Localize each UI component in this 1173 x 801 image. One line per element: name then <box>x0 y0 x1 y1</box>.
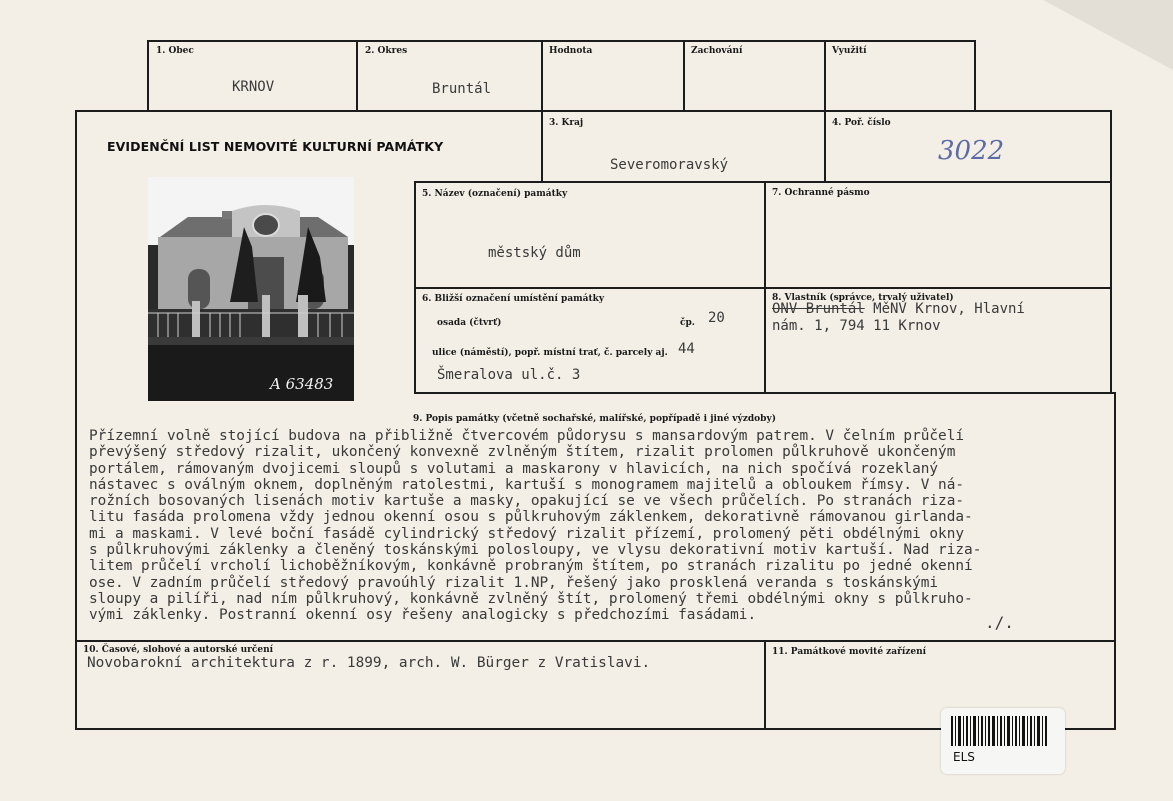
kraj-value: Severomoravský <box>610 157 729 173</box>
description-line: s půlkruhovými záklenky a členěný toskánskými polosloupy, ve vlysu dekorativní motiv kartuší. Nad riza- <box>89 542 982 559</box>
description-line: rožních bosovaných lisenách motiv kartuše a masky, opakující se ve všech průčelích. Po stranách riza- <box>89 493 965 510</box>
description-line: sloupy a pilíři, nad ním půlkruhový, konkávně zvlněný štít, prolomený třemi obdélnými okny s půlkruho- <box>89 590 973 607</box>
umisteni-label: 6. Bližší označení umístění památky <box>422 294 605 304</box>
rule <box>824 110 826 182</box>
zachovani-label: Zachování <box>691 46 743 56</box>
ulice-label: ulice (náměstí), popř. místní trať, č. parcely aj. <box>432 348 668 358</box>
por-cislo-label: 4. Poř. číslo <box>832 118 891 128</box>
rule <box>414 287 1112 289</box>
vlastnik-line-1-text: MěNV Krnov, Hlavní <box>864 301 1025 317</box>
okres-value: Bruntál <box>432 81 492 97</box>
parcela-value: 44 <box>678 341 695 357</box>
rule <box>414 181 1112 183</box>
photo-code: A 63483 <box>270 375 334 393</box>
rule <box>356 40 358 110</box>
casove-value: Novobarokní architektura z r. 1899, arch. W. Bürger z Vratislavi. <box>87 655 651 671</box>
obec-value: KRNOV <box>232 79 275 95</box>
description-line: litem průčelí vrcholí lichoběžníkovým, konkávně probraným štítem, po stranách rizalitu po jedné okenní <box>89 558 973 575</box>
rule <box>75 110 1112 112</box>
vyuziti-label: Využití <box>832 46 867 56</box>
barcode-icon <box>951 716 1051 746</box>
rule <box>824 40 826 110</box>
ulice-value: Šmeralova ul.č. 3 <box>437 367 581 383</box>
popis-label: 9. Popis památky (včetně sochařské, malířské, popřípadě i jiné výzdoby) <box>413 414 776 424</box>
rule <box>414 392 1116 394</box>
casove-label: 10. Časové, slohové a autorské určení <box>83 645 274 655</box>
vlastnik-label: 8. Vlastník (správce, trvalý uživatel) <box>772 293 954 303</box>
folded-corner <box>1043 0 1173 70</box>
description-line: litu fasáda prolomena vždy jednou okenní osou s půlkruhovým záklenkem, dekorativně rámovanou girlanda- <box>89 509 973 526</box>
hodnota-label: Hodnota <box>549 46 593 56</box>
barcode-sticker <box>941 708 1065 774</box>
cp-value: 20 <box>708 310 725 326</box>
barcode-label: ELS <box>953 750 975 764</box>
rule <box>75 110 77 730</box>
description-line: portálem, rámovaným dvojicemi sloupů s volutami a maskarony v hlavicích, na nich spočívá rozeklaný <box>89 460 939 477</box>
vlastnik-line-2: nám. 1, 794 11 Krnov <box>772 318 941 334</box>
por-cislo-value: 3022 <box>938 136 1005 166</box>
description-line: ose. V zadním průčelí středový pravoúhlý rizalit 1.NP, řešený jako prosklená veranda s toskánskými <box>89 574 939 591</box>
building-photo-svg <box>148 177 354 401</box>
rule <box>147 40 976 42</box>
pasmo-label: 7. Ochranné pásmo <box>772 188 870 198</box>
rule <box>764 640 766 730</box>
rule <box>147 40 149 110</box>
rule <box>974 40 976 110</box>
kraj-label: 3. Kraj <box>549 118 584 128</box>
osada-label: osada (čtvrť) <box>437 318 502 328</box>
nazev-value: městský dům <box>488 245 581 261</box>
rule <box>541 40 543 110</box>
rule <box>75 640 1116 642</box>
continuation-mark: ./. <box>985 613 1014 632</box>
description-line: vými záklenky. Postranní okenní osy řešeny analogicky s předchozími fasádami. <box>89 607 757 624</box>
rule <box>1114 392 1116 730</box>
obec-label: 1. Obec <box>156 46 194 56</box>
vlastnik-line-1 <box>772 301 1025 317</box>
building-photo <box>148 177 354 401</box>
rule <box>1110 110 1112 392</box>
description-line: Přízemní volně stojící budova na přibližně čtvercovém půdorysu s mansardovým patrem. V čelním průčelí <box>89 428 965 444</box>
vlastnik-struck: ONV Bruntál <box>772 301 865 317</box>
description-line: převýšený středový rizalit, ukončený konvexně zvlněným štítem, rizalit prolomen půlkruhově ukončeným <box>89 444 956 461</box>
rule <box>541 110 543 182</box>
movite-label: 11. Památkové movité zařízení <box>772 647 927 657</box>
okres-label: 2. Okres <box>365 46 408 56</box>
rule <box>683 40 685 110</box>
nazev-label: 5. Název (označení) památky <box>422 189 568 199</box>
document-title: EVIDENČNÍ LIST NEMOVITÉ KULTURNÍ PAMÁTKY <box>107 139 444 154</box>
description-line: mi a maskami. V levé boční fasádě cylindrický středový rizalit přízemí, prolomený pěti obdélnými okny <box>89 525 965 542</box>
description-text <box>89 428 1109 624</box>
description-line: nástavec s oválným oknem, doplněným ratolestmi, kartuší s monogramem majitelů a obloukem římsy. V ná- <box>89 476 965 493</box>
cp-label: čp. <box>680 318 695 328</box>
